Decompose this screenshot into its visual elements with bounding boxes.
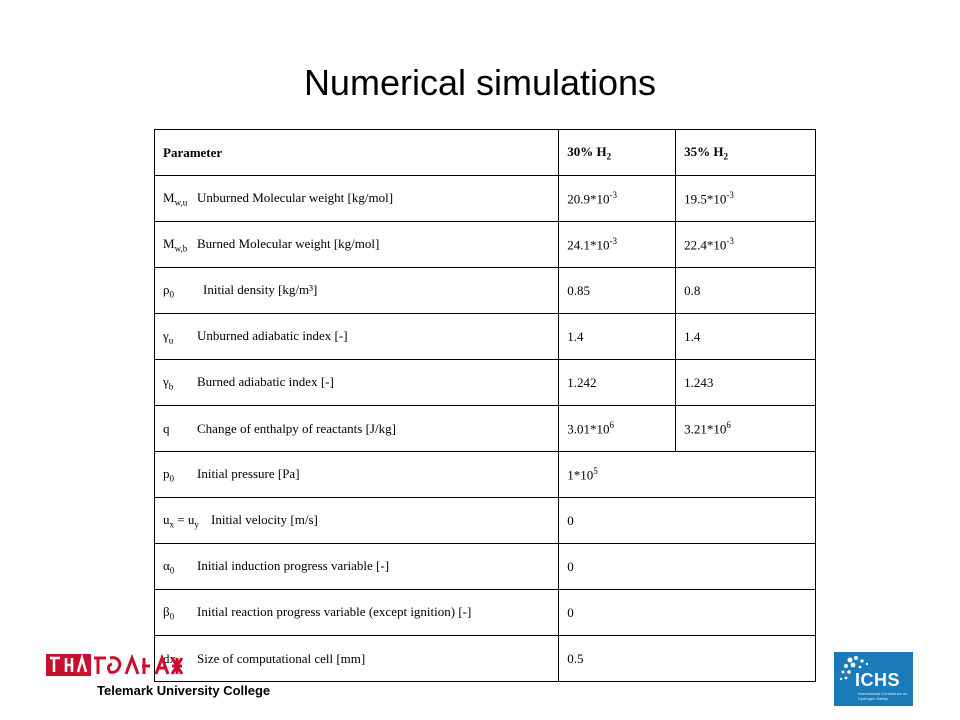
table-row — [155, 406, 816, 452]
value-35-cell: $3.21*10^6$ — [676, 406, 816, 452]
value-30-cell: 1.242 — [559, 360, 676, 406]
param-cell: $\gamma_b$ Burned adiabatic index [-] — [155, 360, 559, 406]
value-shared-cell: 0 — [559, 544, 816, 590]
value-30-cell: $3.01*10^6$ — [559, 406, 676, 452]
value-30-cell: 0.85 — [559, 268, 676, 314]
value-35-cell: 1.4 — [676, 314, 816, 360]
table-row — [155, 314, 816, 360]
value-shared-cell: $1*10^5$ — [559, 452, 816, 498]
slide-title: Numerical simulations — [303, 62, 657, 103]
param-cell: $M_{w,b}$ Burned Molecular weight [kg/mol] — [155, 222, 559, 268]
parameters-table — [154, 129, 816, 682]
telemark-logo-text: Telemark University College — [97, 683, 271, 698]
param-cell: $M_{w,u}$ Unburned Molecular weight [kg/mol] — [155, 176, 559, 222]
header-35-h2: 35% $H_2$ — [676, 130, 816, 176]
param-cell: $\beta_0$ Initial reaction progress variable (except ignition) [-] — [155, 590, 559, 636]
param-cell: dx Size of computational cell [mm] — [155, 636, 559, 682]
value-35-cell: 1.243 — [676, 360, 816, 406]
value-35-cell: $19.5*10^{-3}$ — [676, 176, 816, 222]
param-cell: $\alpha_0$ Initial induction progress variable [-] — [155, 544, 559, 590]
value-30-cell: 1.4 — [559, 314, 676, 360]
value-shared-cell: 0 — [559, 590, 816, 636]
header-30-h2: 30% $H_2$ — [559, 130, 676, 176]
table-row — [155, 544, 816, 590]
table-row — [155, 268, 816, 314]
param-cell: $\rho_0$ Initial density [kg/m³] — [155, 268, 559, 314]
ichs-logo-subtext: International Conference on Hydrogen Safety — [858, 691, 908, 701]
ichs-logo-text: ICHS — [855, 670, 901, 690]
value-30-cell: $24.1*10^{-3}$ — [559, 222, 676, 268]
table-row — [155, 360, 816, 406]
table-row — [155, 222, 816, 268]
value-30-cell: $20.9*10^{-3}$ — [559, 176, 676, 222]
value-35-cell: $22.4*10^{-3}$ — [676, 222, 816, 268]
value-35-cell: 0.8 — [676, 268, 816, 314]
value-shared-cell: 0.5 — [559, 636, 816, 682]
param-cell: q Change of enthalpy of reactants [J/kg] — [155, 406, 559, 452]
table-header-row — [155, 130, 816, 176]
param-cell: $u_x = u_y$ Initial velocity [m/s] — [155, 498, 559, 544]
header-parameter: Parameter — [155, 130, 559, 176]
param-cell: $\gamma_u$ Unburned adiabatic index [-] — [155, 314, 559, 360]
table-row — [155, 452, 816, 498]
table-row — [155, 498, 816, 544]
param-cell: $p_0$ Initial pressure [Pa] — [155, 452, 559, 498]
value-shared-cell: 0 — [559, 498, 816, 544]
table-row — [155, 176, 816, 222]
table-row — [155, 590, 816, 636]
